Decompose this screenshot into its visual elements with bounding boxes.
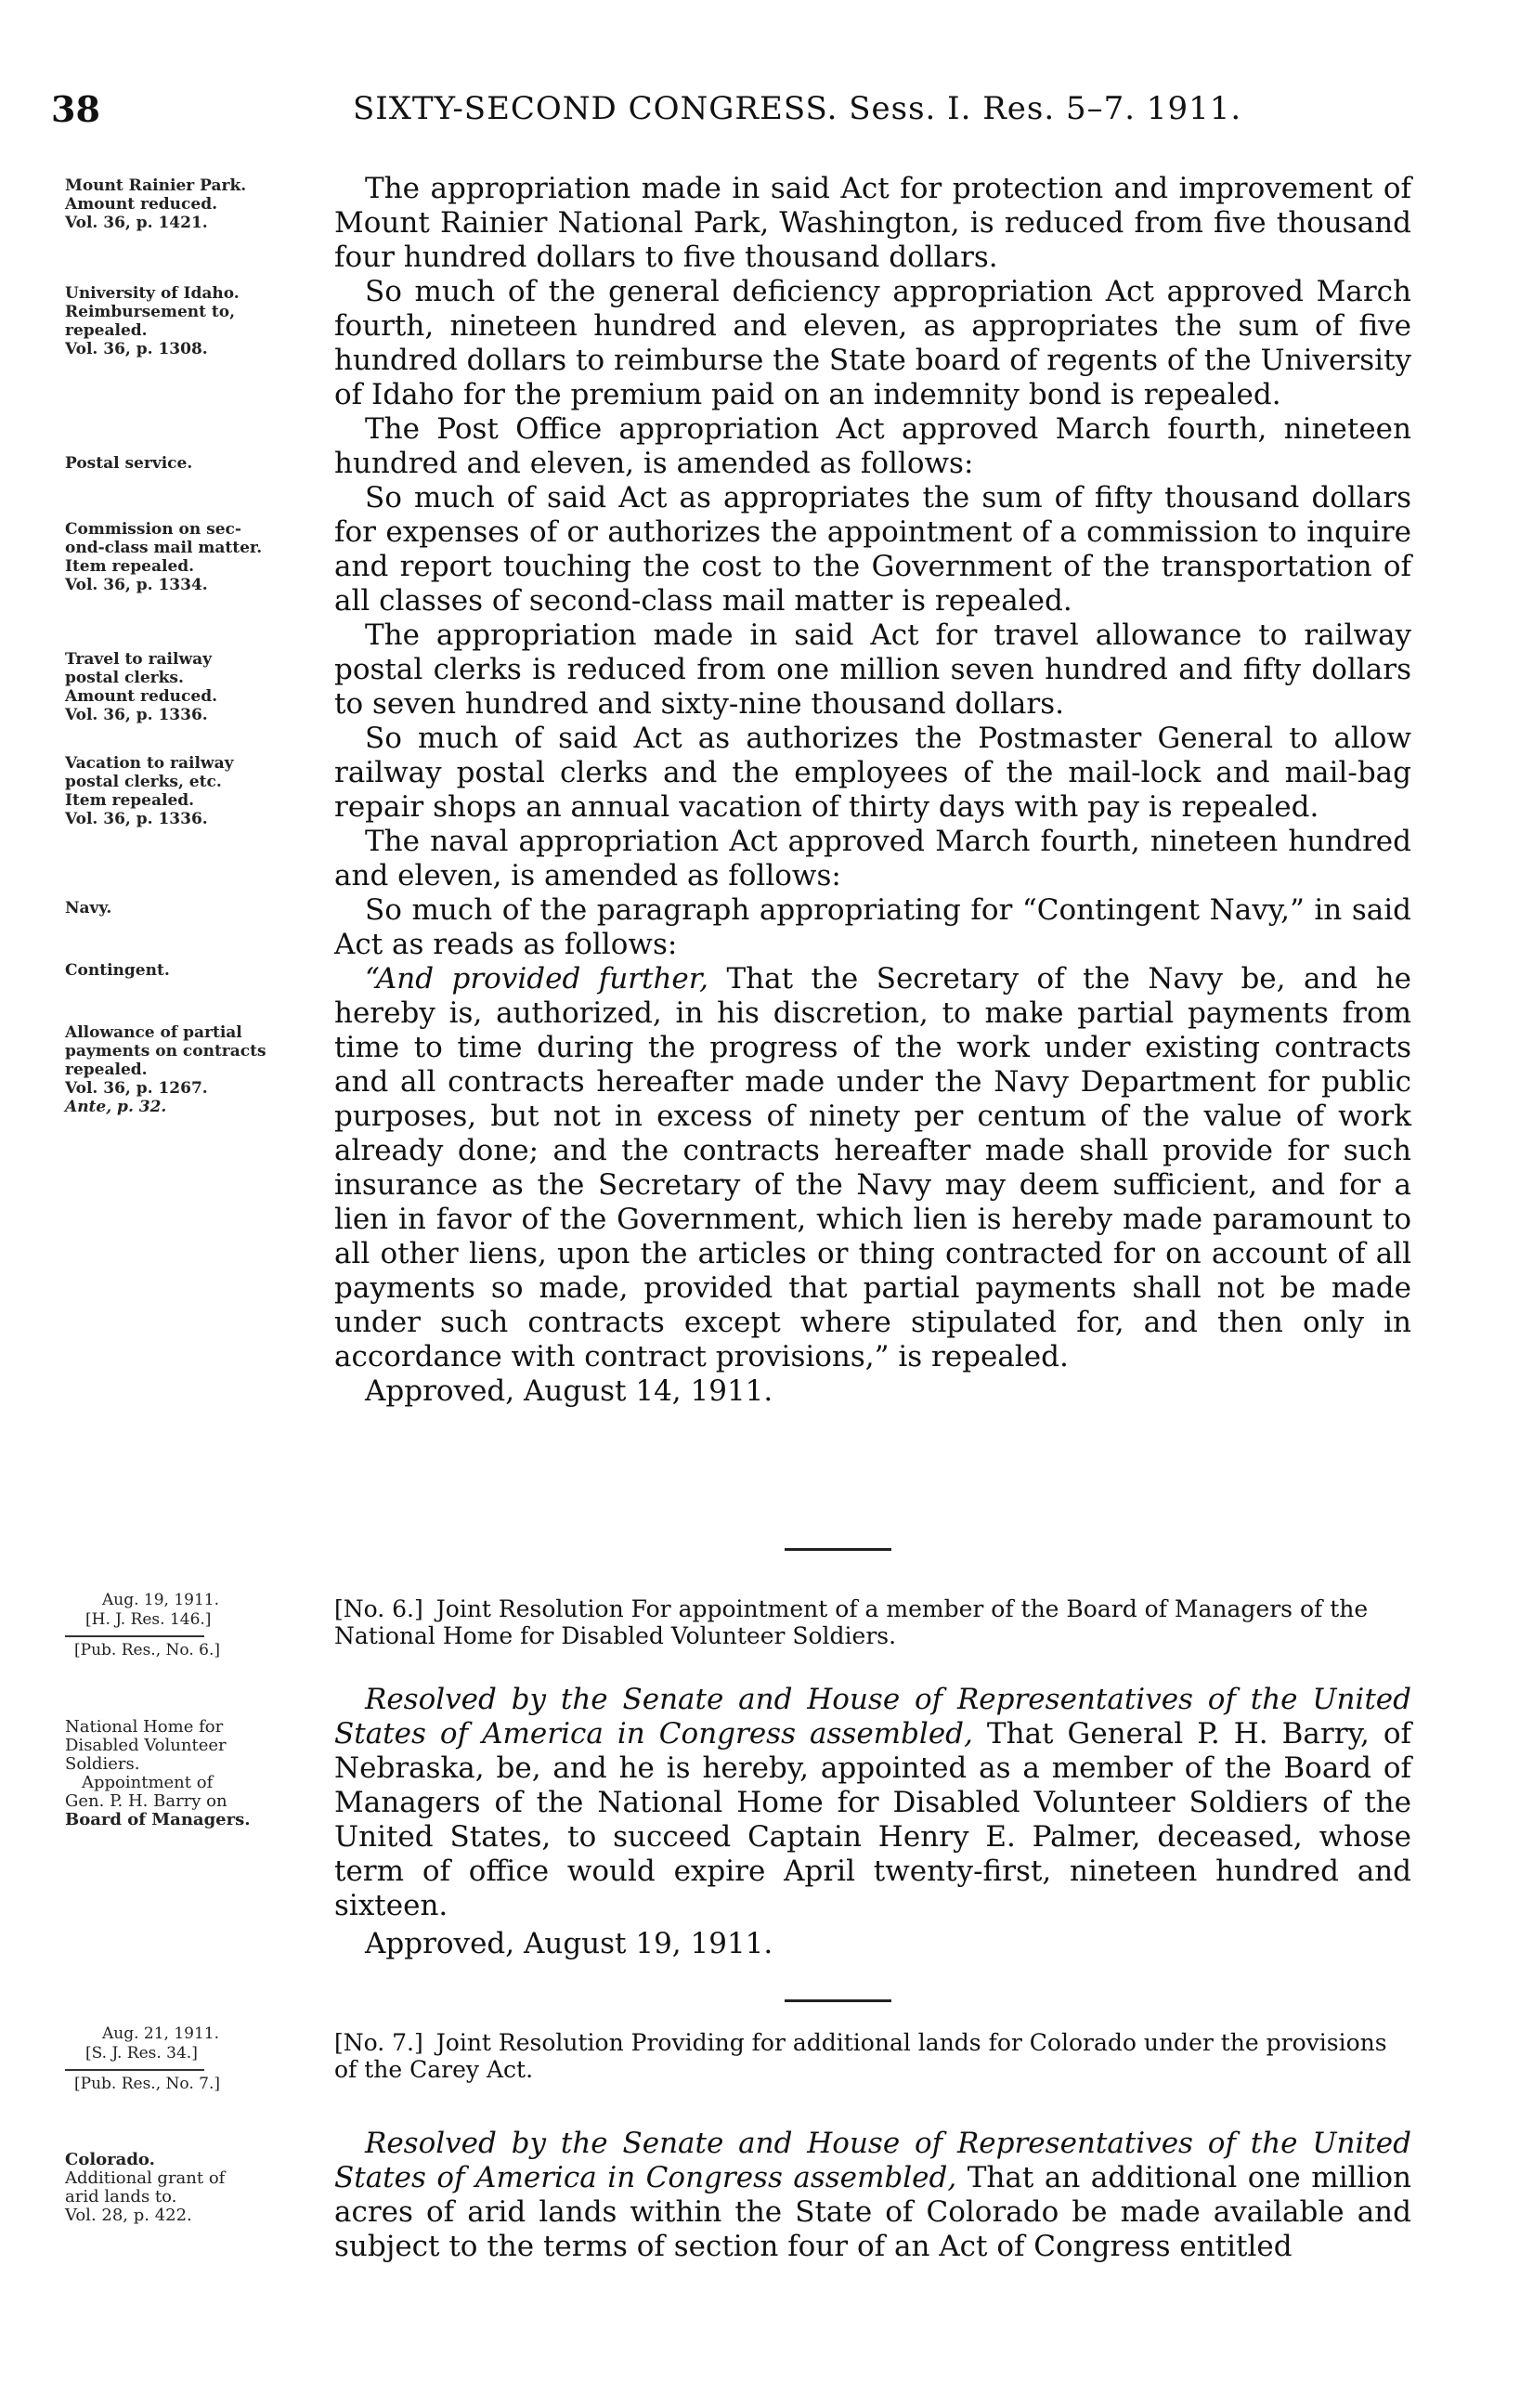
sidenote-line: Item repealed. [65, 557, 195, 576]
sidenote-national-home [65, 1718, 325, 1829]
sidenote-line: Commission on sec- [65, 520, 241, 539]
res6-heading [334, 1595, 1411, 1649]
sidenote-colorado [65, 2151, 325, 2225]
paragraph [334, 1683, 1411, 1923]
res-date: Aug. 21, 1911. [102, 2024, 220, 2043]
res-number: [S. J. Res. 34.] [85, 2044, 198, 2063]
sidenote-line: Contingent. [65, 961, 170, 980]
sidenote-line: payments on contracts [65, 1042, 266, 1061]
sidenote-line: repealed. [65, 321, 148, 340]
res6-citation [65, 1591, 325, 1660]
sidenote-commission [65, 520, 325, 594]
quoted-provision [334, 962, 1411, 1374]
sidenote-line: Board of Managers. [65, 1810, 251, 1829]
sidenote-line: Disabled Volunteer [65, 1736, 227, 1755]
sidenote-line: Gen. P. H. Barry on [65, 1791, 227, 1811]
running-title: SIXTY-SECOND CONGRESS. Sess. I. Res. 5–7. 1911. [353, 90, 1242, 127]
page-number: 38 [51, 88, 100, 130]
resolution-text: That an additional one million acres of arid lands within the State of Colorado be made available and subject to the terms of section four of an Act of Congress entitled [334, 2161, 1411, 2263]
sidenote-line: Appointment of [82, 1773, 214, 1792]
paragraph: The Post Office appropriation Act approved March fourth, nineteen hundred and eleven, is amended as follows: [334, 412, 1411, 480]
res-no: [No. 7.] [334, 2029, 423, 2056]
sidenote-line: Amount reduced. [65, 687, 217, 706]
paragraph [334, 2127, 1411, 2264]
sidenote-line: Postal service. [65, 454, 193, 473]
citation-rule [65, 1635, 204, 1637]
res7-citation [65, 2024, 325, 2094]
paragraph: So much of the paragraph appropriating for “Contingent Navy,” in said Act as reads as follows: [334, 893, 1411, 961]
sidenote-line: Vol. 28, p. 422. [65, 2206, 192, 2225]
sidenote-line: Vol. 36, p. 1267. [65, 1079, 208, 1098]
page-header [51, 88, 1411, 135]
sidenote-line: Vol. 36, p. 1421. [65, 214, 208, 232]
paragraph: So much of said Act as authorizes the Postmaster General to allow railway postal clerks and the employees of the mail-lock and mail-bag repair shops an annual vacation of thirty days with pay is repealed. [334, 722, 1411, 824]
res-number: [H. J. Res. 146.] [85, 1610, 212, 1629]
sidenote-line: Navy. [65, 899, 112, 918]
sidenote-line: University of Idaho. [65, 284, 240, 303]
res-title: Joint Resolution Providing for additional lands for Colorado under the provisions of the Carey Act. [334, 2029, 1387, 2083]
paragraph: So much of the general deficiency appropriation Act approved March fourth, nineteen hundred and eleven, as appropriates the sum of five hundred dollars to reimburse the State board of regents of the University of Idaho for the premium paid on an indemnity bond is repealed. [334, 275, 1411, 411]
sidenote-line: Allowance of partial [65, 1023, 242, 1042]
sidenote-postal [65, 454, 325, 473]
sidenote-line: National Home for [65, 1717, 224, 1737]
res-title: Joint Resolution For appointment of a member of the Board of Managers of the National Home for Disabled Volunteer Soldiers. [334, 1595, 1369, 1649]
sidenote-line: Vol. 36, p. 1336. [65, 810, 208, 828]
paragraph: The appropriation made in said Act for travel allowance to railway postal clerks is reduced from one million seven hundred and fifty dollars to seven hundred and sixty-nine thousand dollars. [334, 618, 1411, 721]
sidenote-line: Soldiers. [65, 1754, 140, 1774]
quote-italic: “And provided further, [365, 962, 709, 996]
sidenote-line: postal clerks, etc. [65, 773, 222, 791]
sidenote-mount-rainier [65, 176, 325, 232]
sidenote-line: Travel to railway [65, 650, 212, 669]
sidenote-line: Vol. 36, p. 1334. [65, 576, 208, 594]
sidenote-line: Additional grant of [65, 2168, 226, 2188]
sidenote-line: Vacation to railway [65, 754, 234, 773]
section-divider [785, 1999, 891, 2002]
resolution6-body [334, 1683, 1411, 1961]
approved-date: Approved, August 14, 1911. [365, 1374, 773, 1408]
resolution-text: That General P. H. Barry, of Nebraska, be, and he is hereby, appointed as a member of the Board of Managers of the National Home for Disabled Volunteer Soldiers of the United States, to succeed Captain Henry E. Palmer, deceased, whose term of office would expire April twenty-first, nineteen hundred and sixteen. [334, 1717, 1411, 1922]
sidenote-navy [65, 899, 325, 918]
enacting-clause: Resolved by the Senate and House of Representatives of the United States of America in Congress assembled, [334, 2127, 1411, 2194]
sidenote-line: Ante, p. 32. [65, 1098, 167, 1116]
sidenote-idaho [65, 284, 325, 358]
sidenote-line: repealed. [65, 1061, 148, 1079]
res-date: Aug. 19, 1911. [102, 1591, 220, 1609]
public-resolution-number: [Pub. Res., No. 6.] [74, 1641, 220, 1660]
sidenote-travel [65, 650, 325, 724]
sidenote-contingent [65, 961, 325, 980]
paragraph: The appropriation made in said Act for protection and improvement of Mount Rainier National Park, Washington, is reduced from five thousand four hundred dollars to five thousand dollars. [334, 172, 1411, 274]
res-no: [No. 6.] [334, 1595, 423, 1622]
paragraph: So much of said Act as appropriates the sum of fifty thousand dollars for expenses of or authorizes the appointment of a commission to inquire and report touching the cost to the Government of the transportation of all classes of second-class mail matter is repealed. [334, 481, 1411, 618]
resolution7-body [334, 2127, 1411, 2264]
sidenote-line: Mount Rainier Park. [65, 176, 247, 195]
sidenote-line: Colorado. [65, 2150, 155, 2169]
sidenote-line: Vol. 36, p. 1336. [65, 706, 208, 724]
section-divider [785, 1548, 891, 1551]
sidenote-line: ond-class mail matter. [65, 539, 263, 557]
res7-heading [334, 2029, 1411, 2083]
quote-text: That the Secretary of the Navy be, and he hereby is, authorized, in his discretion, to make partial payments from time to time during the progress of the work under existing contracts and all contracts hereafter made under the Navy Department for public purposes, but not in excess of ninety per centum of the value of work already done; and the contracts hereafter made shall provide for such insurance as the Secretary of the Navy may deem sufficient, and for a lien in favor of the Government, which lien is hereby made paramount to all other liens, upon the articles or thing contracted for on account of all payments so made, provided that partial payments shall not be made under such contracts except where stipulated for, and then only in accordance with contract provisions,” is repealed. [334, 962, 1411, 1373]
citation-rule [65, 2069, 204, 2071]
sidenote-line: Vol. 36, p. 1308. [65, 340, 208, 358]
public-resolution-number: [Pub. Res., No. 7.] [74, 2075, 220, 2093]
paragraph: The naval appropriation Act approved March fourth, nineteen hundred and eleven, is amended as follows: [334, 825, 1411, 892]
sidenote-line: Item repealed. [65, 791, 195, 810]
resolution5-body [334, 172, 1411, 1409]
sidenote-vacation [65, 754, 325, 828]
sidenote-line: postal clerks. [65, 669, 184, 687]
approved-date: Approved, August 19, 1911. [365, 1927, 773, 1960]
sidenote-partial-payments [65, 1023, 325, 1116]
sidenote-line: Reimbursement to, [65, 303, 236, 321]
sidenote-line: arid lands to. [65, 2187, 177, 2206]
sidenote-line: Amount reduced. [65, 195, 217, 214]
enacting-clause: Resolved by the Senate and House of Representatives of the United States of America in Congress assembled, [334, 1683, 1411, 1751]
